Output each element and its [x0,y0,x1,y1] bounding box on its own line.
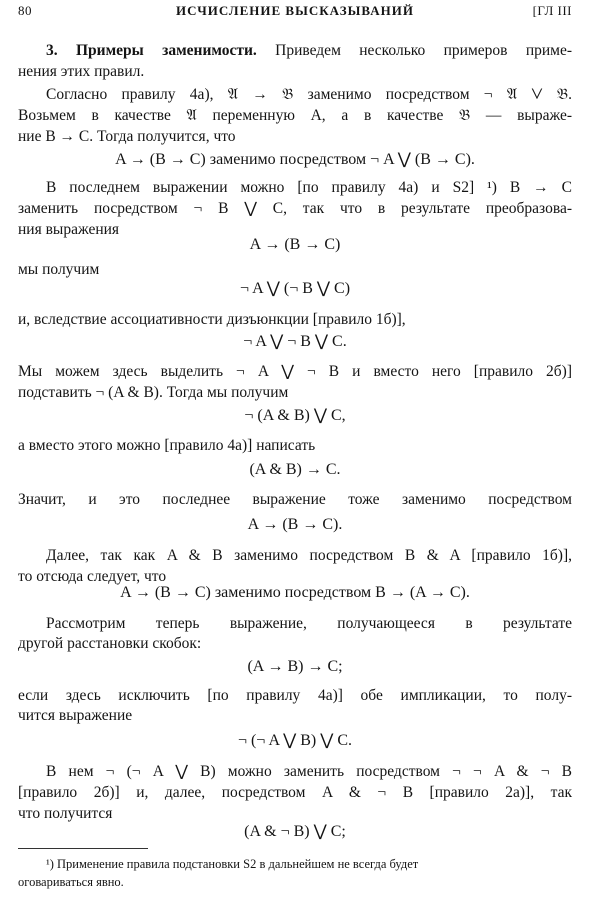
text-line: В последнем выражении можно [по правилу 4а) и S2] ¹) B → C [46,179,572,196]
text-line: Рассмотрим теперь выражение, получающееся в результате [46,615,572,632]
text-line: В нем ¬ (¬ A ⋁ B) можно заменить посредством ¬ ¬ A & ¬ B [46,763,572,780]
formula: ¬ A ⋁ (¬ B ⋁ C) [239,280,351,297]
formula: (A & B) → C. [249,461,341,478]
section-heading: 3. Примеры заменимости. [46,42,257,59]
text-line: если здесь исключить [по правилу 4а)] обе импликации, то полу- [18,687,572,704]
text-line: заменить посредством ¬ B ⋁ C, так что в результате преобразова- [18,200,572,217]
text-line: Значит, и это последнее выражение тоже заменимо посредством [18,491,572,508]
formula: (A & ¬ B) ⋁ C; [244,823,346,840]
section-heading-line [18,41,572,61]
text-line: то отсюда следует, что [18,568,167,585]
text-line: что получится [18,805,113,822]
text-line: и, вследствие ассоциативности дизъюнкции [правило 1б)], [18,311,406,328]
formula: A → (B → C). [247,516,343,533]
text-line: ние B → C. Тогда получится, что [18,128,236,145]
footnote-rule [18,848,148,849]
text-line: чится выражение [18,707,133,724]
chapter-marker: [ГЛ III [532,3,572,18]
formula: ¬ A ⋁ ¬ B ⋁ C. [243,333,347,350]
formula: A → (B → C) заменимо посредством ¬ A ⋁ (B → C). [115,151,475,168]
formula: A → (B → C) заменимо посредством B → (A → C). [120,584,470,601]
text-line: мы получим [18,261,100,278]
formula: A → (B → C) [249,236,341,253]
text-line: Приведем несколько примеров приме- [275,42,573,59]
text-line: Возьмем в качестве 𝔄 переменную A, а в качестве 𝔅 — выраже- [18,107,572,124]
text-line: Мы можем здесь выделить ¬ A ⋁ ¬ B и вместо него [правило 2б)] [18,363,572,380]
text-line: а вместо этого можно [правило 4а)] написать [18,437,316,454]
footnote-line: оговариваться явно. [18,875,124,889]
text-line: подставить ¬ (A & B). Тогда мы получим [18,384,289,401]
page-number: 80 [18,3,32,18]
formula: ¬ (¬ A ⋁ B) ⋁ C. [237,732,353,749]
text-line: [правило 2б)] и, далее, посредством A & ¬ B [правило 2а)], так [18,784,572,801]
running-title: ИСЧИСЛЕНИЕ ВЫСКАЗЫВАНИЙ [176,3,414,18]
formula: (A → B) → C; [247,658,343,675]
text-line: Согласно правилу 4а), 𝔄 → 𝔅 заменимо посредством ¬ 𝔄 ⋁ 𝔅. [46,86,572,103]
text-line: нения этих правил. [18,63,145,80]
footnote-line: ¹) Применение правила подстановки S2 в дальнейшем не всегда будет [46,857,419,871]
text-line: ния выражения [18,221,120,238]
text-line: другой расстановки скобок: [18,635,202,652]
running-header [18,3,572,23]
text-line: Далее, так как A & B заменимо посредством B & A [правило 1б)], [46,547,572,564]
formula: ¬ (A & B) ⋁ C, [244,407,346,424]
